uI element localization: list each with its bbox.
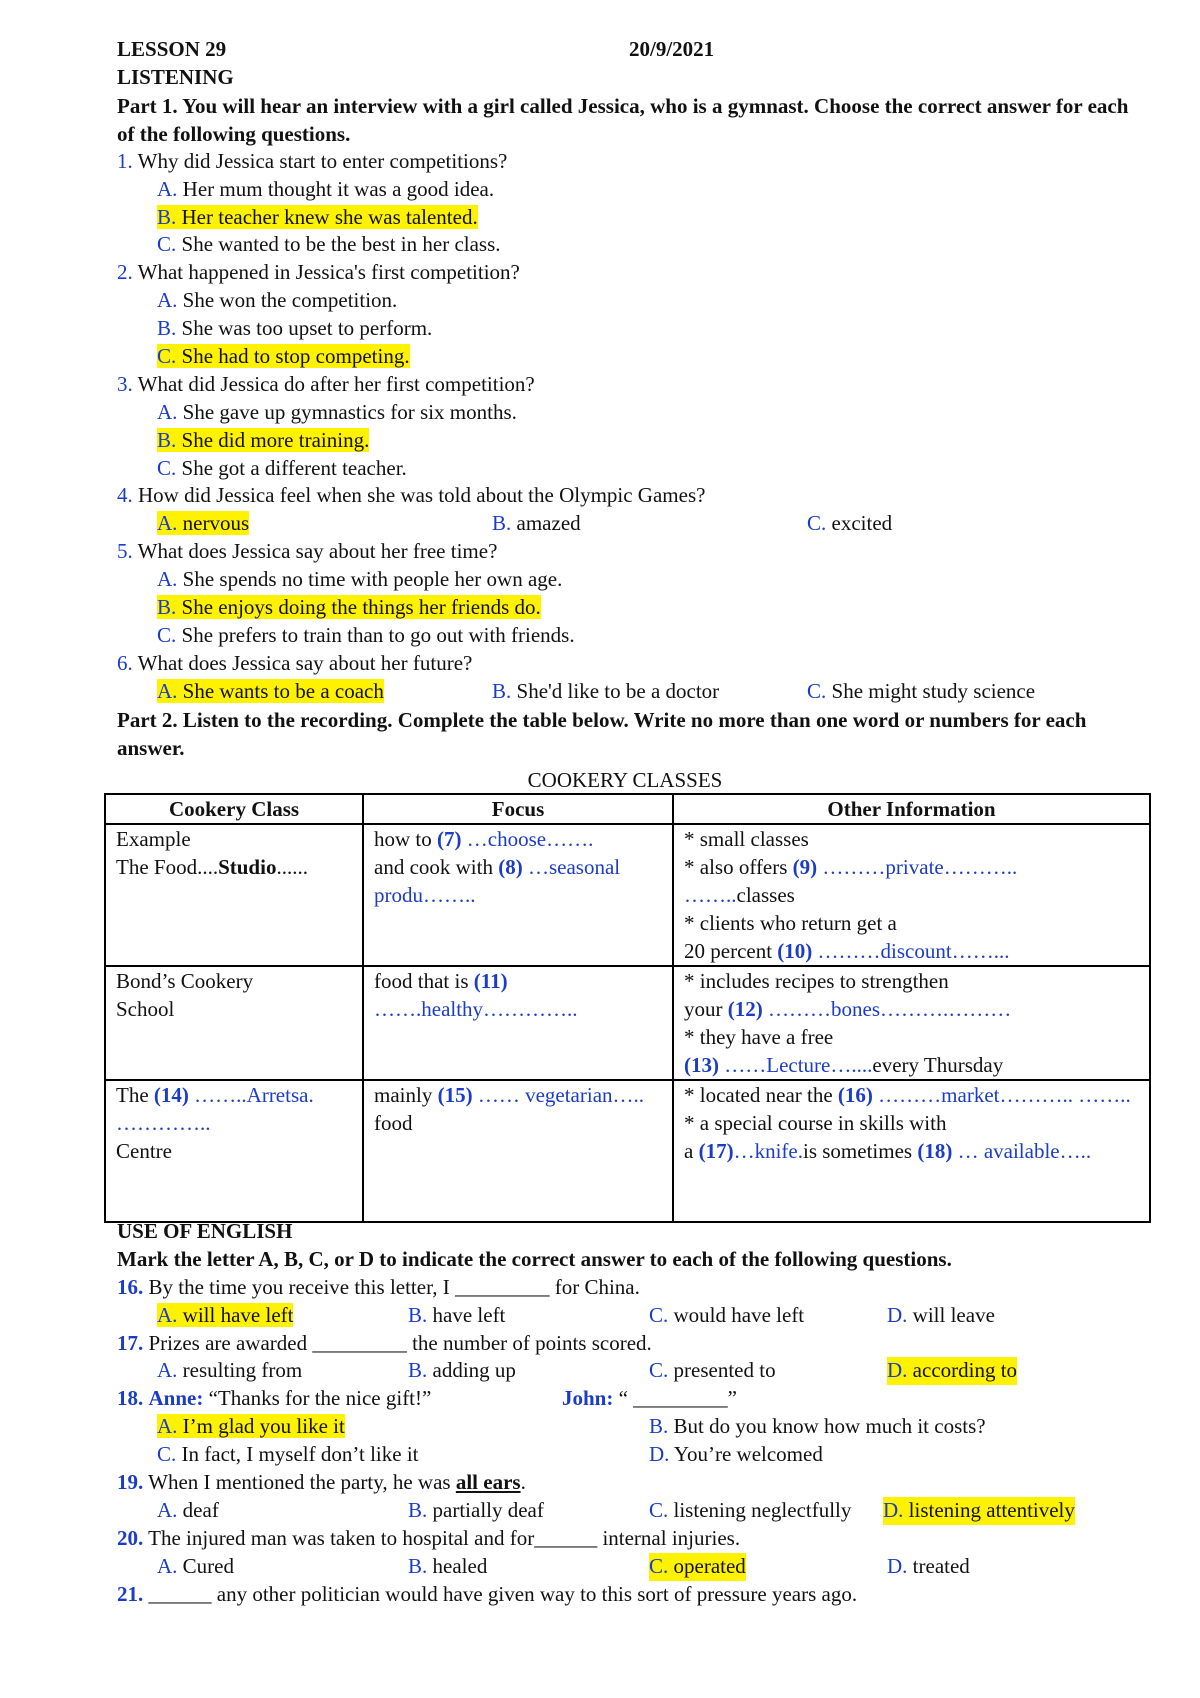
header-focus: Focus [363,794,673,824]
worksheet-page [117,36,1147,762]
options-18b: C. In fact, I myself don’t like it D. You’re welcomed [157,1442,823,1467]
header-row [117,36,1147,64]
answer-7: …choose……. [461,827,594,851]
options-6 [117,678,1147,706]
option-6a: A. She wants to be a coach [157,678,384,703]
table-row [105,1080,1150,1222]
question-21: 21. ______ any other politician would have given way to this sort of pressure years ago. [117,1581,858,1606]
question-17: 17. Prizes are awarded _________ the number of points scored. [117,1330,652,1355]
options-20: A. Cured B. healed C. operated D. treated [117,1553,1147,1581]
part2-title: Part 2. Listen to the recording. Complete the table below. Write no more than one word or numbers for each answer. [117,707,1087,760]
answer-13: ……Lecture….... [719,1053,873,1077]
option-1a: A. Her mum thought it was a good idea. [157,176,495,201]
answer-12: ………bones……….……… [762,997,1012,1021]
question-3: 3. What did Jessica do after her first competition? [117,371,535,396]
option-19d: D. listening attentively [883,1497,1075,1525]
cell-focus: food that is (11) …….healthy………….. [363,966,673,1080]
answer-14: ……..Arretsa. ………….. [116,1083,314,1135]
option-4a: A. nervous [157,511,250,536]
question-20: 20. The injured man was taken to hospital and for______ internal injuries. [117,1525,741,1550]
header-other-info: Other Information [673,794,1150,824]
option-17d: D. according to [887,1357,1017,1385]
option-1b: B. Her teacher knew she was talented. [157,204,478,229]
cell-info: * includes recipes to strengthen your (12) ………bones……….……… * they have a free (13) ……Lecture…....every Thursday [673,966,1150,1080]
answer-15: …… vegetarian….. [472,1083,645,1107]
table-row [105,824,1150,966]
section-title: LISTENING [117,64,234,89]
cell-info: * located near the (16) ………market……….. …….. * a special course in skills with a (17)…knife.is sometimes (18) … available….. [673,1080,1150,1222]
lesson-date: 20/9/2021 [629,37,715,61]
options-18a: A. I’m glad you like it B. But do you know how much it costs? [157,1414,986,1439]
cookery-table [104,793,1151,1223]
question-19: 19. When I mentioned the party, he was all ears. [117,1470,526,1495]
question-1: 1. Why did Jessica start to enter competitions? [117,148,508,173]
option-16a: A. will have left [157,1302,294,1327]
header-cookery-class: Cookery Class [105,794,363,824]
question-6: 6. What does Jessica say about her future? [117,650,473,675]
question-4: 4. How did Jessica feel when she was told about the Olympic Games? [117,483,706,508]
answer-11: …….healthy………….. [374,997,578,1021]
option-2c: C. She had to stop competing. [157,344,410,369]
answer-10: ………discount……... [812,939,1010,963]
option-6b: B. She'd like to be a doctor [492,678,720,703]
options-4 [117,510,1147,538]
answer-8: …seasonal produ…….. [374,855,621,907]
cell-focus: mainly (15) …… vegetarian….. food [363,1080,673,1222]
answer-17: …knife. [733,1139,803,1163]
option-1c: C. She wanted to be the best in her class. [157,232,501,257]
option-6c: C. She might study science [807,678,1036,703]
option-4c: C. excited [807,511,893,536]
table-title: COOKERY CLASSES [527,768,723,792]
answer-9: ………private……….. [817,855,1018,879]
options-19: A. deaf B. partially deaf C. listening neglectfully D. listening attentively [117,1497,1147,1525]
table-header-row [105,794,1150,824]
option-5b: B. She enjoys doing the things her friends do. [157,595,541,620]
option-3c: C. She got a different teacher. [157,455,407,480]
option-2b: B. She was too upset to perform. [157,316,433,341]
cell-class: Example The Food....Studio...... [105,824,363,966]
options-16: A. will have left B. have left C. would have left D. will leave [157,1302,995,1327]
option-18a: A. I’m glad you like it [157,1414,345,1439]
option-3a: A. She gave up gymnastics for six months. [157,399,517,424]
cell-focus: how to (7) …choose……. and cook with (8) …seasonal produ…….. [363,824,673,966]
answer-18: … available….. [952,1139,1092,1163]
question-5: 5. What does Jessica say about her free time? [117,539,498,564]
option-5c: C. She prefers to train than to go out with friends. [157,622,575,647]
question-16: 16. By the time you receive this letter, I _________ for China. [117,1274,640,1299]
option-5a: A. She spends no time with people her own age. [157,567,563,592]
table-row [105,966,1150,1080]
option-2a: A. She won the competition. [157,288,398,313]
lesson-title: LESSON 29 [117,37,227,61]
cell-class: The (14) ……..Arretsa. ………….. Centre [105,1080,363,1222]
answer-16: ………market……….. …….. [872,1083,1131,1107]
option-4b: B. amazed [492,511,581,536]
option-20c: C. operated [649,1553,746,1581]
english-instruction: Mark the letter A, B, C, or D to indicate the correct answer to each of the following questions. [117,1246,952,1271]
question-18: 18. Anne: “Thanks for the nice gift!” John: “ _________” [117,1386,738,1411]
cell-info: * small classes * also offers (9) ………private……….. ……..classes * clients who return get a 20 percent (10) ………discount……... [673,824,1150,966]
options-17: A. resulting from B. adding up C. presented to D. according to [117,1357,1147,1385]
use-of-english-section [117,1218,1147,1608]
part1-title: Part 1. You will hear an interview with a girl called Jessica, who is a gymnast. Choose the correct answer for each of the following questions. [117,93,1129,146]
question-2: 2. What happened in Jessica's first competition? [117,260,520,285]
option-3b: B. She did more training. [157,427,370,452]
section-title: USE OF ENGLISH [117,1219,293,1243]
cell-class: Bond’s Cookery School [105,966,363,1080]
